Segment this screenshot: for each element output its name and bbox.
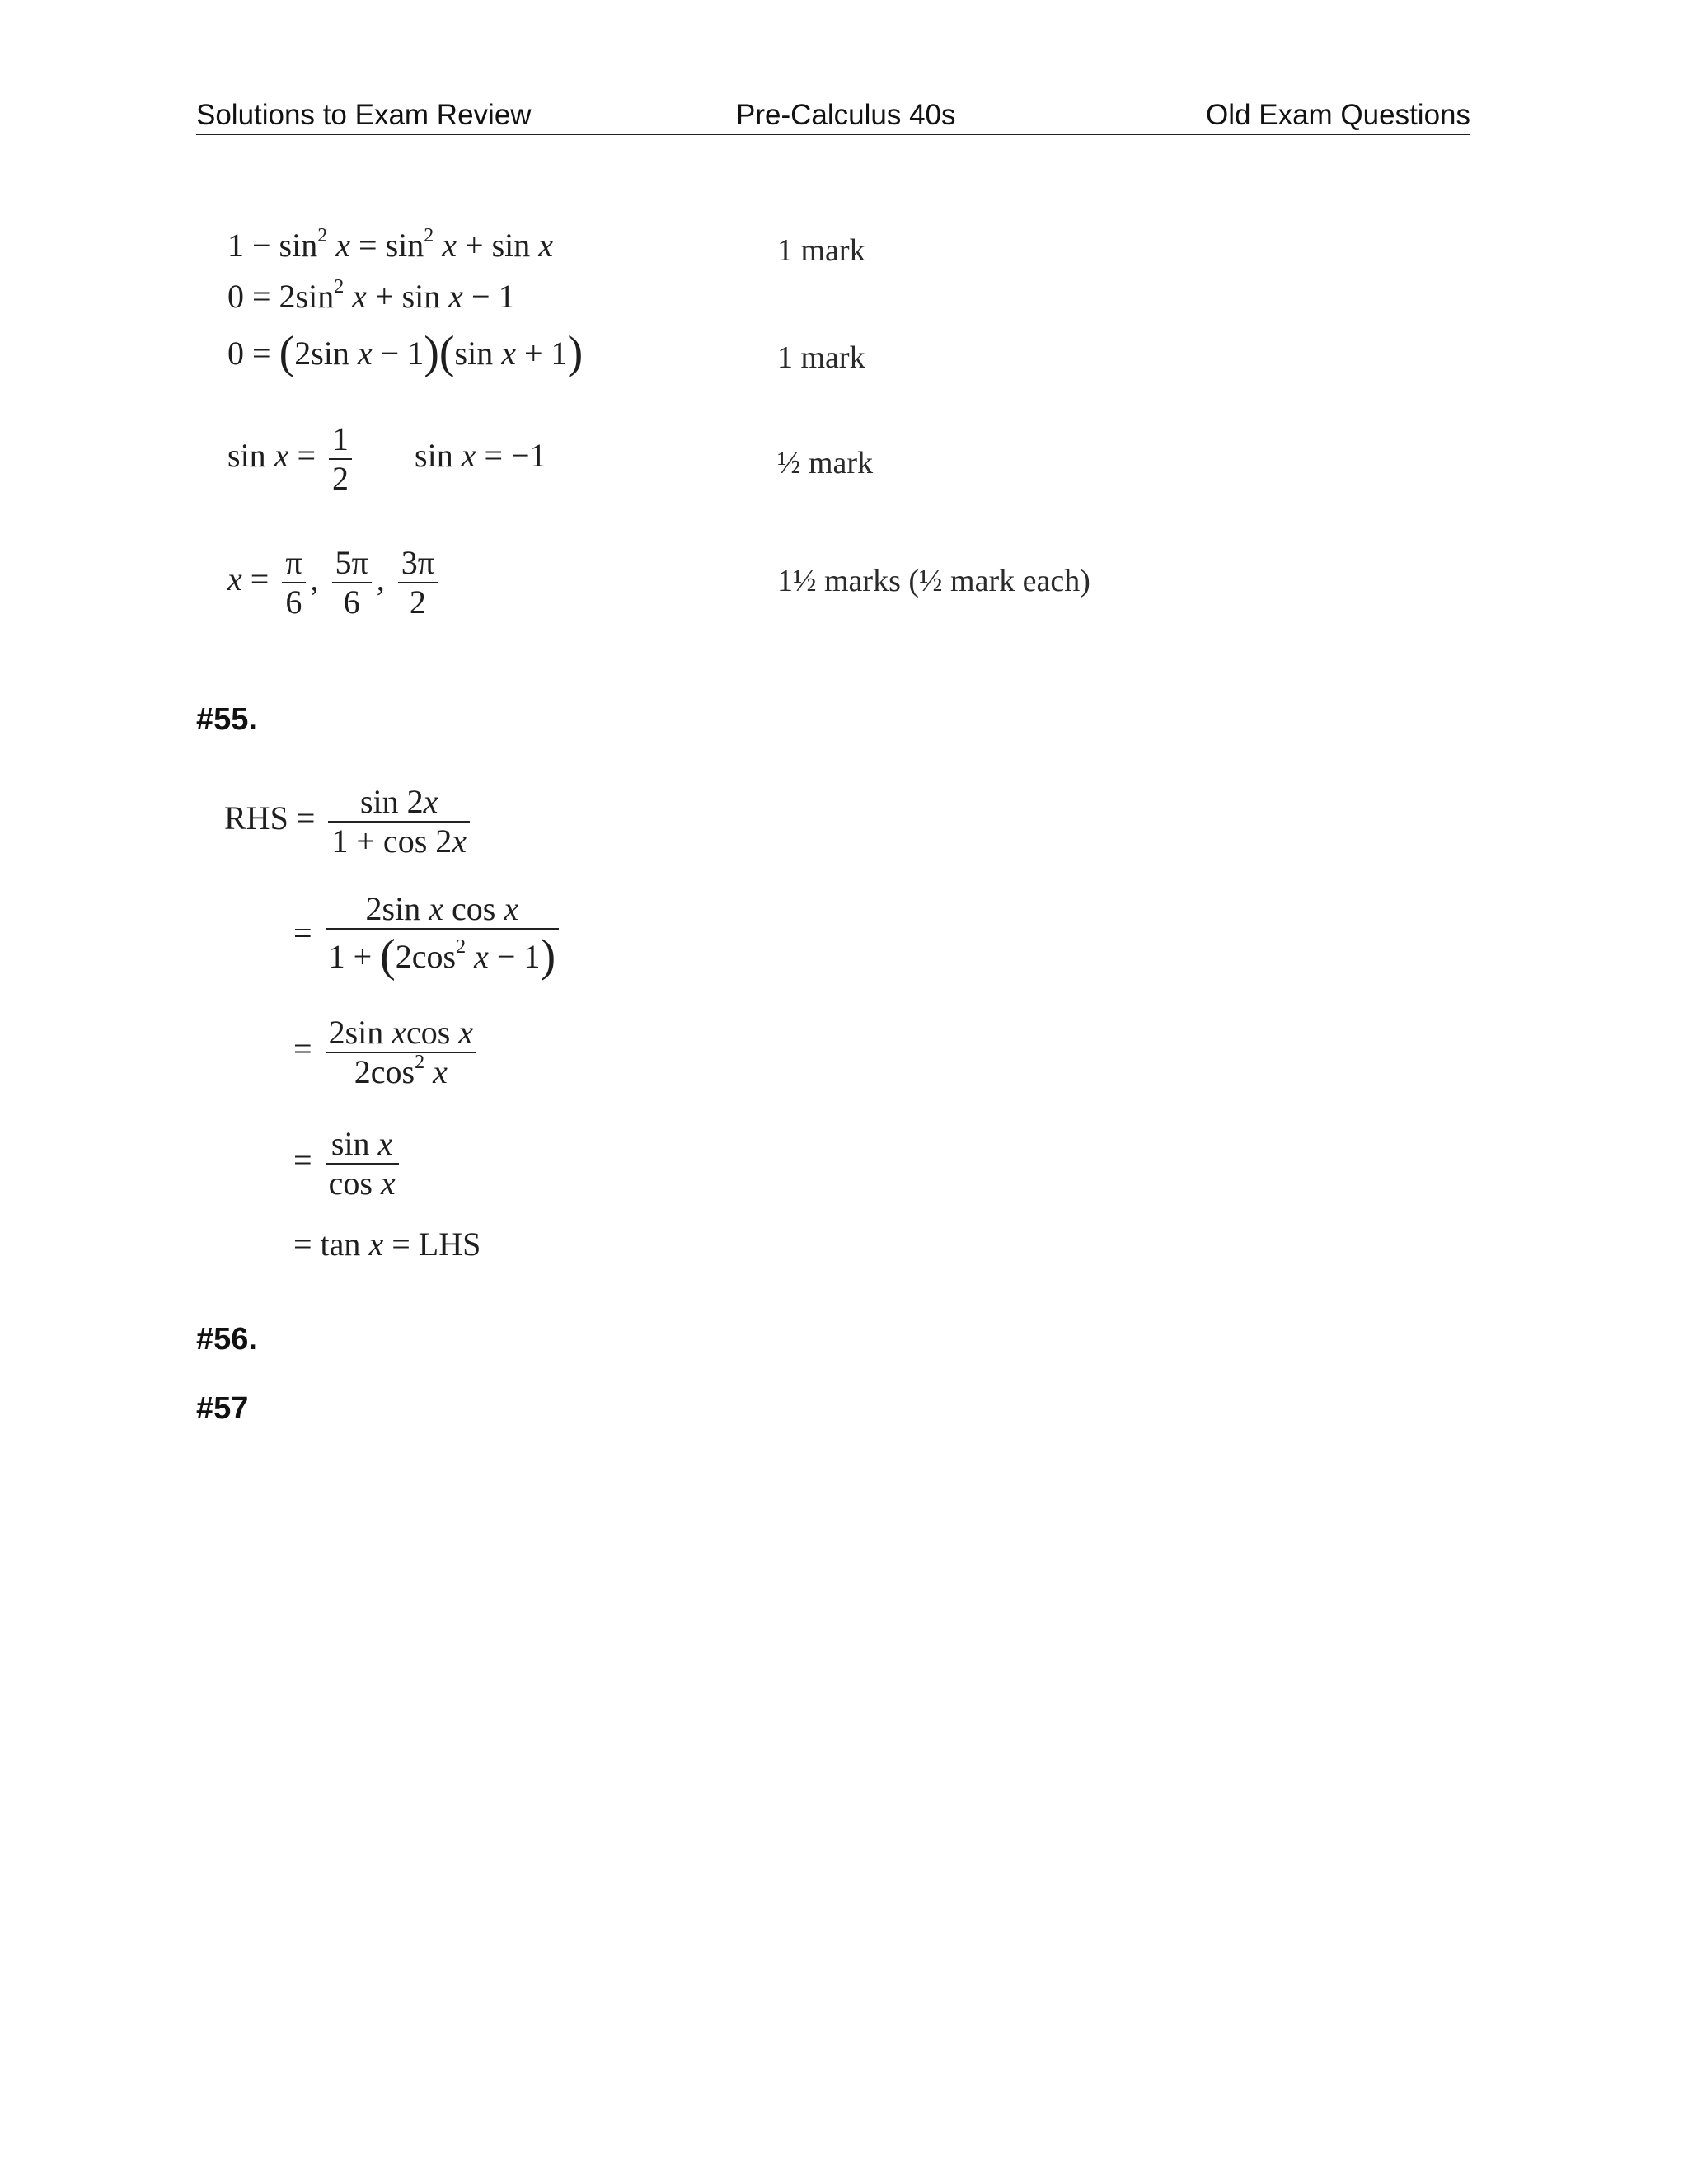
proof-line-2 <box>293 890 564 982</box>
t: 0 = 2sin <box>227 278 335 315</box>
t: cos <box>406 1014 459 1051</box>
t: , <box>310 560 319 598</box>
t: = <box>288 437 316 475</box>
t: 1 + <box>328 938 381 975</box>
t: x <box>335 227 351 264</box>
t: + sin <box>367 278 449 315</box>
t: π <box>282 544 305 583</box>
proof-line-4 <box>293 1125 404 1202</box>
t: 2 <box>424 225 434 246</box>
t: 3π <box>398 544 438 583</box>
fraction <box>398 544 438 621</box>
page-header <box>196 97 1470 135</box>
t: x <box>368 1226 384 1263</box>
t: ( <box>438 327 455 378</box>
fraction <box>326 1014 477 1091</box>
eq-line-3 <box>227 326 583 379</box>
t: 2 <box>456 936 467 958</box>
t: , <box>376 560 385 598</box>
t: x <box>442 227 457 264</box>
t: cos <box>443 890 504 927</box>
t: = sin <box>350 227 424 264</box>
t: = <box>241 560 270 598</box>
t: 2 <box>332 460 349 497</box>
t: − 1 <box>488 938 541 975</box>
t: x <box>352 278 368 315</box>
t: = LHS <box>383 1226 481 1263</box>
t: + sin <box>457 227 539 264</box>
t: x <box>380 1165 396 1202</box>
fraction <box>326 1125 399 1202</box>
t: x <box>452 823 467 860</box>
t: − 1 <box>463 278 515 315</box>
proof-line-1 <box>224 783 475 860</box>
t: sin <box>454 335 502 372</box>
t: ) <box>540 930 556 982</box>
t: = <box>293 914 312 952</box>
t: x <box>227 560 242 598</box>
t: 6 <box>285 583 302 621</box>
t: ( <box>279 327 295 378</box>
t: ) <box>567 327 584 378</box>
fraction <box>328 783 470 860</box>
proof-line-5 <box>293 1225 481 1263</box>
eq-line-5 <box>227 544 443 621</box>
t: 2cos <box>395 938 457 975</box>
question-56-label: #56. <box>196 1322 257 1357</box>
mark-1: 1 mark <box>777 233 865 268</box>
t: sin <box>331 1125 378 1162</box>
t: 1 <box>329 420 352 460</box>
t: 2sin <box>294 335 358 372</box>
t: = <box>293 1030 312 1068</box>
t: x <box>357 335 373 372</box>
t: x <box>423 783 438 820</box>
t: x <box>392 1014 407 1051</box>
t: x <box>458 1014 474 1051</box>
t: = −1 <box>476 437 546 475</box>
t: 0 = <box>227 335 279 372</box>
eq-line-2 <box>227 277 515 316</box>
t: x <box>433 1053 448 1090</box>
question-57-label: #57 <box>196 1391 249 1426</box>
t: x <box>538 227 554 264</box>
t: 5π <box>332 544 372 583</box>
t: x <box>461 437 476 475</box>
t: ( <box>380 930 396 982</box>
t: = <box>293 1141 312 1179</box>
t: 2sin <box>365 890 429 927</box>
t: x <box>429 890 443 927</box>
t: 6 <box>343 583 360 621</box>
t: x <box>501 335 516 372</box>
fraction <box>326 890 560 982</box>
t: 2 <box>334 276 345 298</box>
t: 1 + cos 2 <box>331 823 452 860</box>
t: x <box>377 1125 393 1162</box>
t: cos <box>328 1165 381 1202</box>
t: − 1 <box>372 335 424 372</box>
t: 2 <box>409 583 426 621</box>
t: 2sin <box>328 1014 392 1051</box>
eq-line-4 <box>227 420 546 498</box>
t: x <box>448 278 464 315</box>
t: sin 2 <box>359 783 424 820</box>
fraction <box>329 420 352 498</box>
fraction <box>332 544 372 621</box>
t: 2 <box>317 225 328 246</box>
t: ) <box>424 327 439 378</box>
mark-2: 1 mark <box>777 340 865 375</box>
t: 2 <box>415 1052 425 1073</box>
t: sin <box>227 437 274 475</box>
t: sin <box>415 437 462 475</box>
proof-line-3 <box>293 1014 481 1091</box>
mark-3: ½ mark <box>777 446 874 480</box>
t: 1 − sin <box>227 227 318 264</box>
fraction <box>282 544 305 621</box>
header-right: Old Exam Questions <box>1206 99 1470 131</box>
t: x <box>474 938 489 975</box>
mark-4: 1½ marks (½ mark each) <box>777 564 1090 598</box>
t: x <box>504 890 519 927</box>
question-55-label: #55. <box>196 702 257 737</box>
t: 2cos <box>354 1053 415 1090</box>
header-left: Solutions to Exam Review <box>196 99 532 131</box>
t: RHS = <box>224 799 316 837</box>
t: + 1 <box>516 335 568 372</box>
t: x <box>274 437 289 475</box>
t: = tan <box>293 1226 369 1263</box>
header-center: Pre-Calculus 40s <box>736 99 956 131</box>
eq-line-1 <box>227 226 553 265</box>
